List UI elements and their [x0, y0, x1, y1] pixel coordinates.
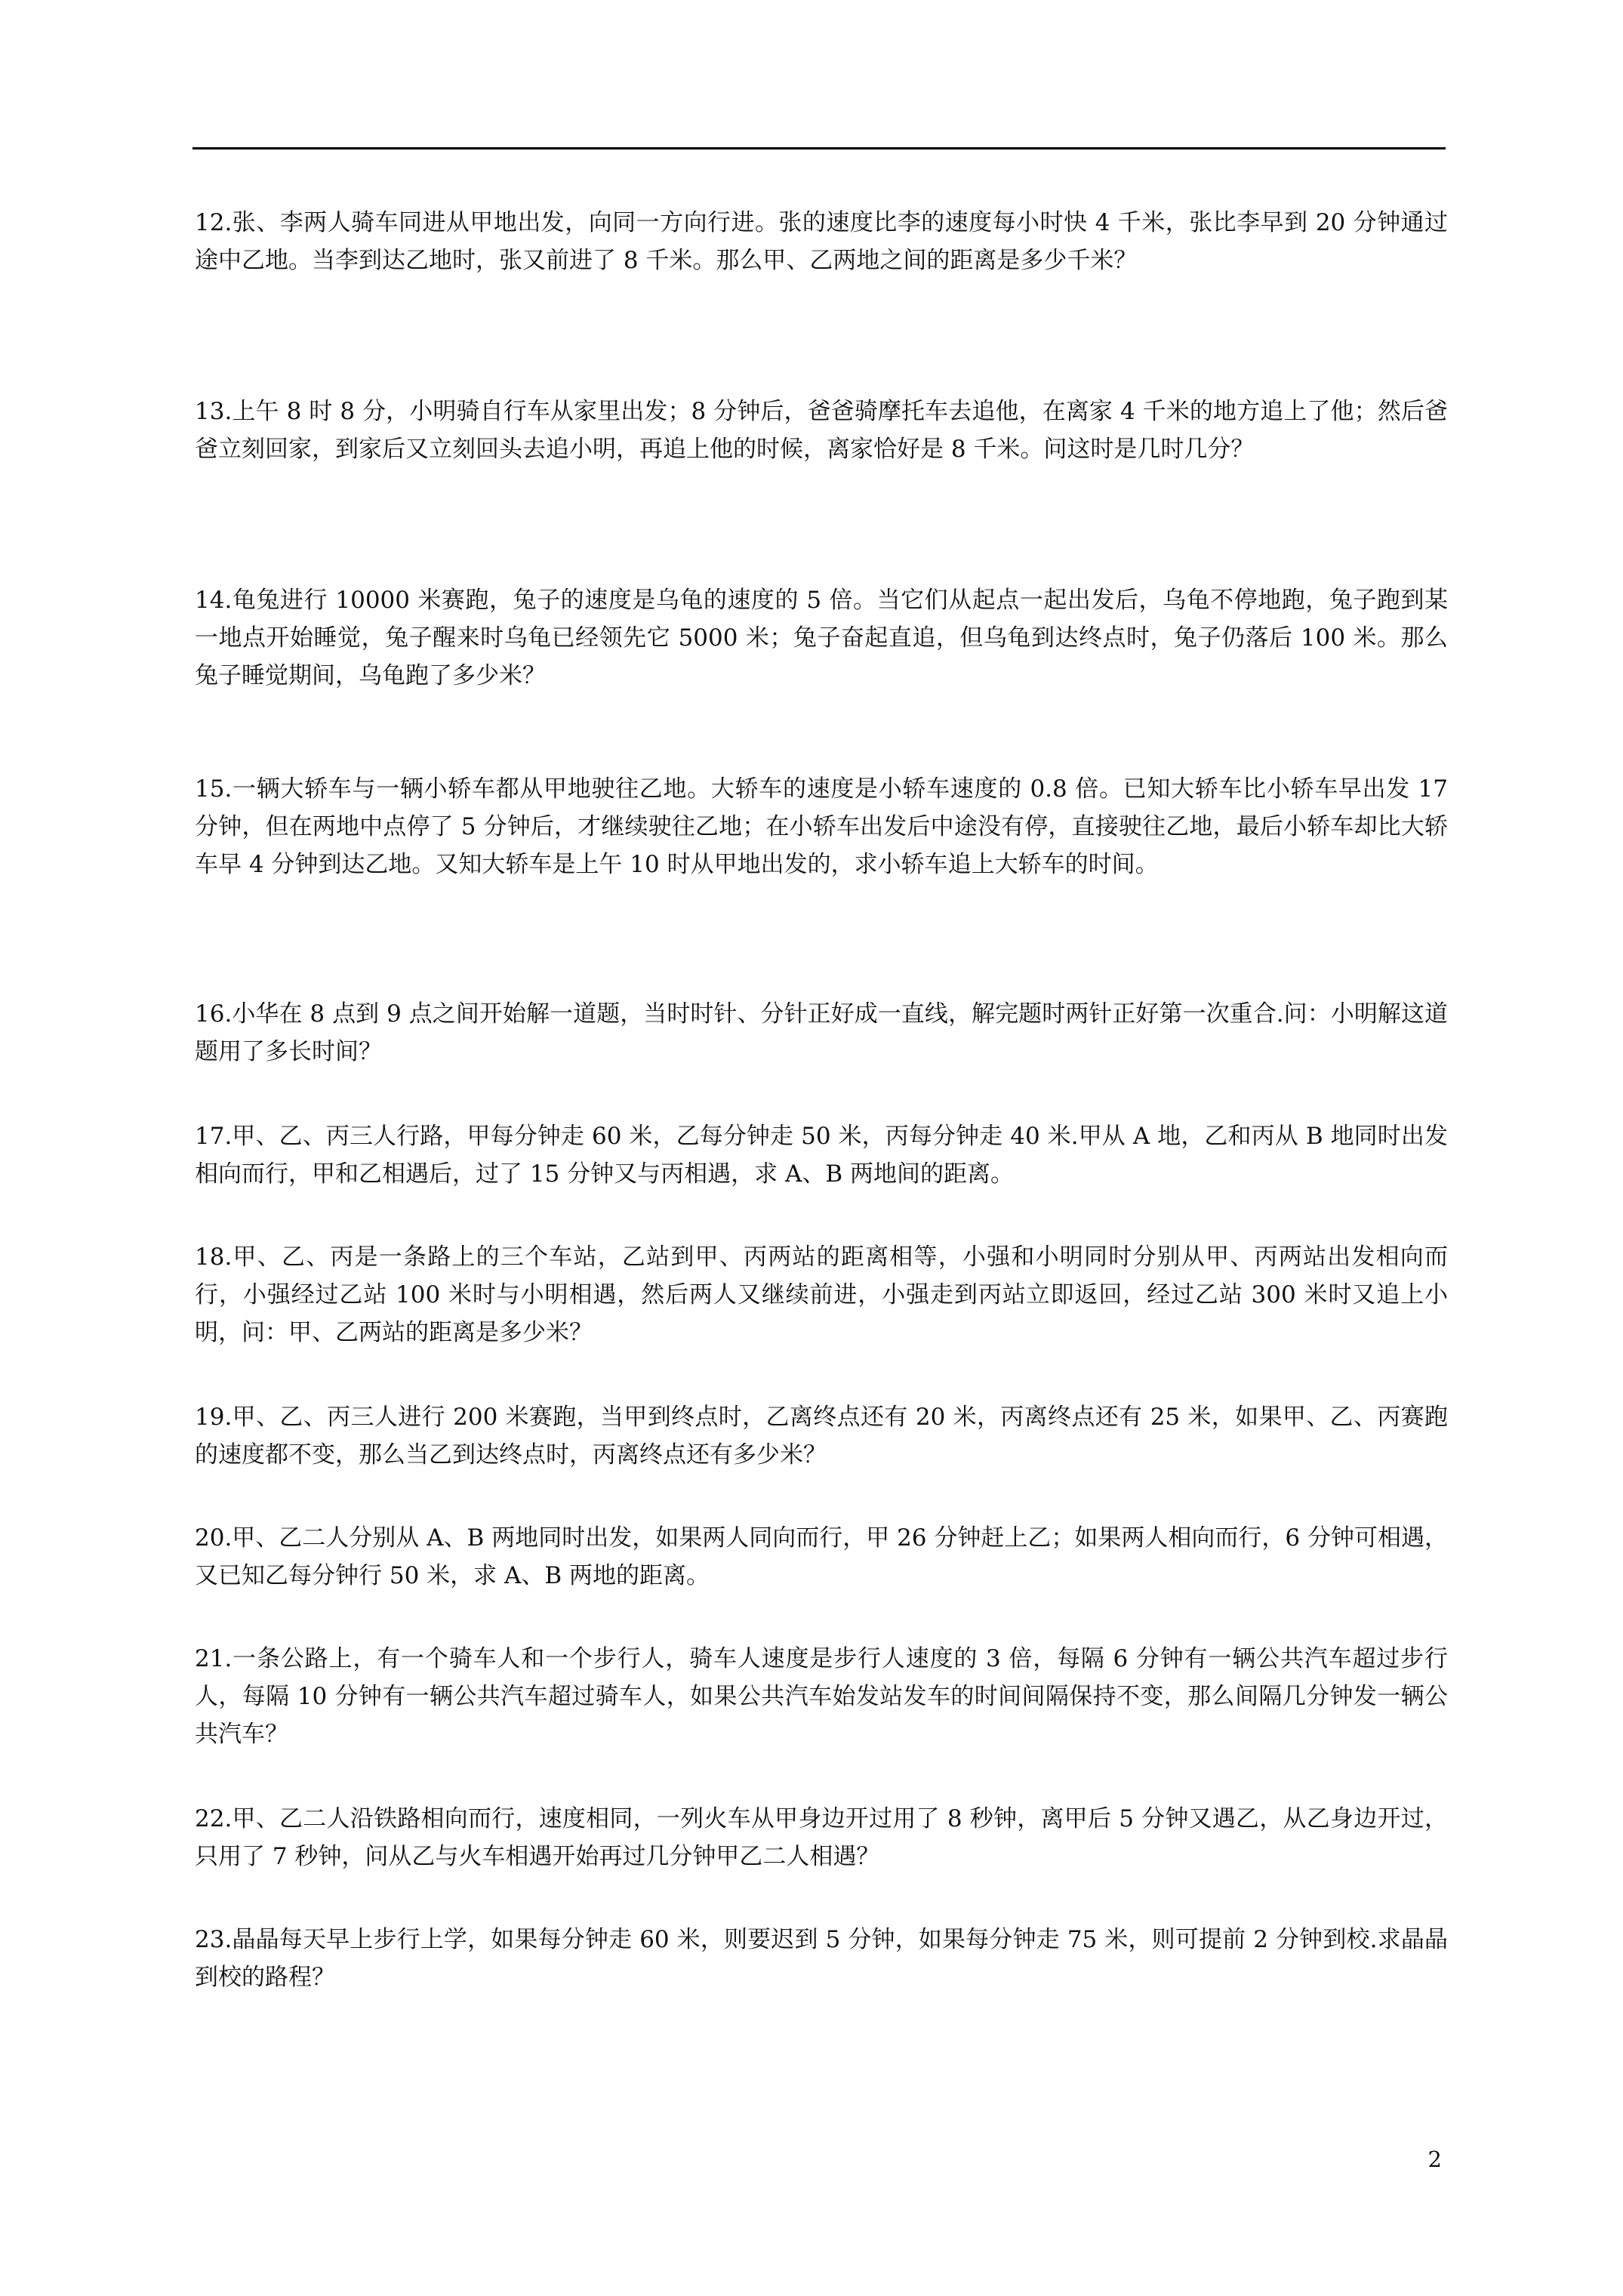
problem-20: 20.甲、乙二人分别从 A、B 两地同时出发，如果两人同向而行，甲 26 分钟赶上乙；如果两人相向而行，6 分钟可相遇，又已知乙每分钟行 50 米，求 A、B 两地的距离。	[195, 1524, 1448, 1589]
problem-15: 15.一辆大轿车与一辆小轿车都从甲地驶往乙地。大轿车的速度是小轿车速度的 0.8 倍。已知大轿车比小轿车早出发 17 分钟，但在两地中点停了 5 分钟后，才继续驶往乙地；在小轿车出发后中途没有停，直接驶往乙地，最后小轿车却比大轿车早 4 分钟到达乙地。又知大轿车是上午 10 时从甲地出发的，求小轿车追上大轿车的时间。	[195, 775, 1448, 878]
header-rule	[192, 147, 1446, 149]
problem-12: 12.张、李两人骑车同进从甲地出发，向同一方向行进。张的速度比李的速度每小时快 4 千米，张比李早到 20 分钟通过途中乙地。当李到达乙地时，张又前进了 8 千米。那么甲、乙两地之间的距离是多少千米？	[195, 209, 1448, 274]
problem-18: 18.甲、乙、丙是一条路上的三个车站，乙站到甲、丙两站的距离相等，小强和小明同时分别从甲、丙两站出发相向而行，小强经过乙站 100 米时与小明相遇，然后两人又继续前进，小强走到丙站立即返回，经过乙站 300 米时又追上小明，问：甲、乙两站的距离是多少米？	[195, 1244, 1448, 1346]
page-number: 2	[1427, 2147, 1442, 2172]
problem-16: 16.小华在 8 点到 9 点之间开始解一道题，当时时针、分针正好成一直线，解完题时两针正好第一次重合.问：小明解这道题用了多长时间？	[195, 1000, 1448, 1065]
problem-19: 19.甲、乙、丙三人进行 200 米赛跑，当甲到终点时，乙离终点还有 20 米，丙离终点还有 25 米，如果甲、乙、丙赛跑的速度都不变，那么当乙到达终点时，丙离终点还有多少米？	[195, 1404, 1448, 1469]
problem-17: 17.甲、乙、丙三人行路，甲每分钟走 60 米，乙每分钟走 50 米，丙每分钟走 40 米.甲从 A 地，乙和丙从 B 地同时出发相向而行，甲和乙相遇后，过了 15 分钟又与丙相遇，求 A、B 两地间的距离。	[195, 1123, 1448, 1188]
problem-23: 23.晶晶每天早上步行上学，如果每分钟走 60 米，则要迟到 5 分钟，如果每分钟走 75 米，则可提前 2 分钟到校.求晶晶到校的路程？	[195, 1926, 1448, 1991]
problem-14: 14.龟兔进行 10000 米赛跑，兔子的速度是乌龟的速度的 5 倍。当它们从起点一起出发后，乌龟不停地跑，兔子跑到某一地点开始睡觉，兔子醒来时乌龟已经领先它 5000 米；兔子奋起直追，但乌龟到达终点时，兔子仍落后 100 米。那么兔子睡觉期间，乌龟跑了多少米？	[195, 587, 1448, 689]
problem-22: 22.甲、乙二人沿铁路相向而行，速度相同，一列火车从甲身边开过用了 8 秒钟，离甲后 5 分钟又遇乙，从乙身边开过，只用了 7 秒钟，问从乙与火车相遇开始再过几分钟甲乙二人相遇？	[195, 1805, 1448, 1870]
problem-21: 21.一条公路上，有一个骑车人和一个步行人，骑车人速度是步行人速度的 3 倍，每隔 6 分钟有一辆公共汽车超过步行人，每隔 10 分钟有一辆公共汽车超过骑车人，如果公共汽车始发站发车的时间间隔保持不变，那么间隔几分钟发一辆公共汽车？	[195, 1645, 1448, 1748]
problem-13: 13.上午 8 时 8 分，小明骑自行车从家里出发；8 分钟后，爸爸骑摩托车去追他，在离家 4 千米的地方追上了他；然后爸爸立刻回家，到家后又立刻回头去追小明，再追上他的时候，离家恰好是 8 千米。问这时是几时几分？	[195, 398, 1448, 463]
